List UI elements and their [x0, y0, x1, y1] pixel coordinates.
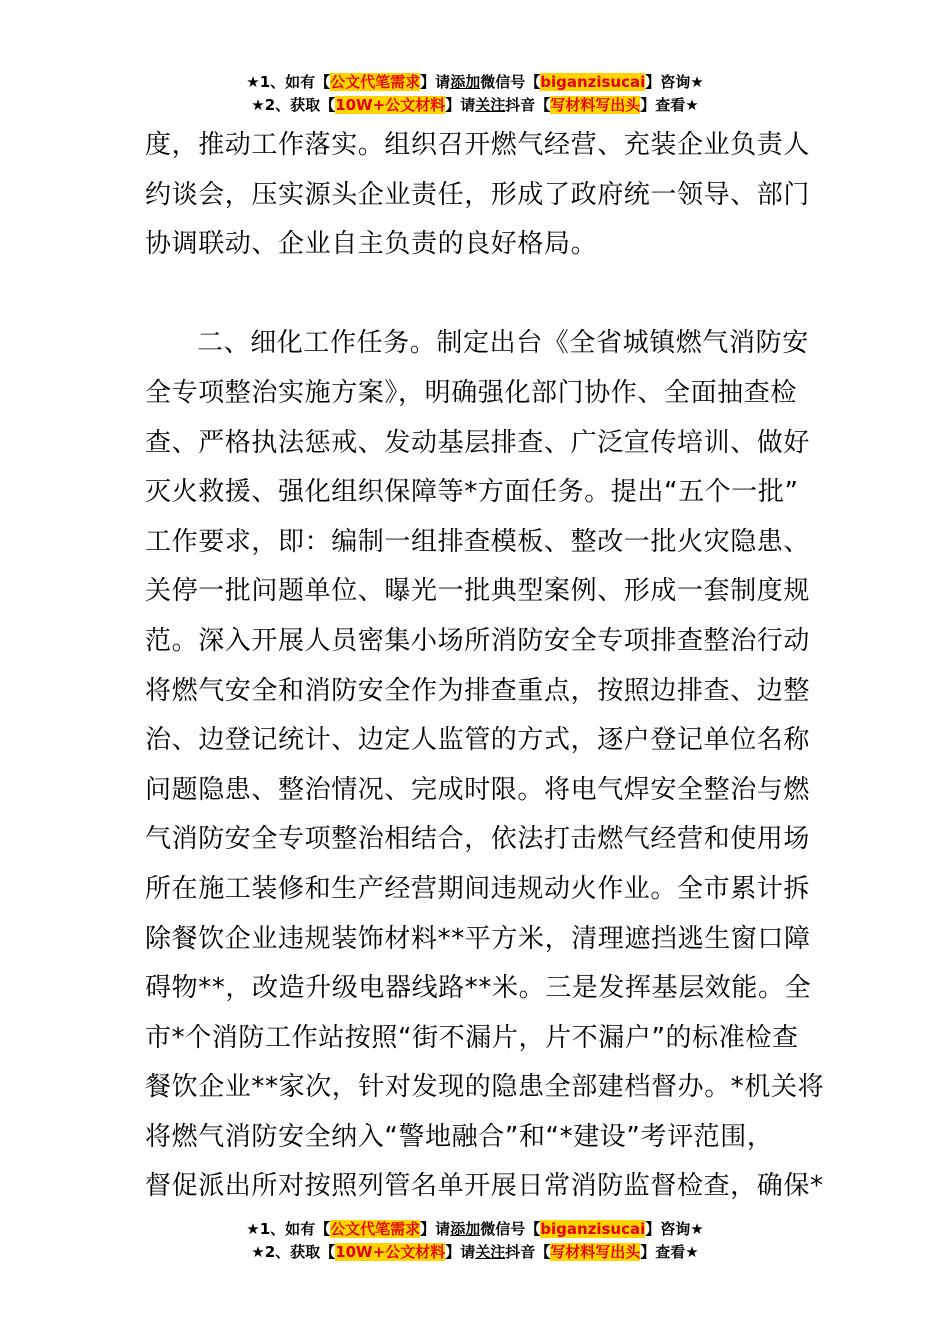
banner-highlight: biganzisucai — [540, 73, 646, 91]
banner-text: 】查看★ — [640, 96, 699, 114]
text-line: 餐饮企业**家次，针对发现的隐患全部建档督办。*机关将 — [145, 1072, 825, 1103]
text-line: 除餐饮企业违规装饰材料**平方米，清理遮挡逃生窗口障 — [145, 923, 811, 954]
text-line: 气消防安全专项整治相结合，依法打击燃气经营和使用场 — [145, 824, 811, 855]
banner-highlight: 10W+公文材料 — [335, 1243, 446, 1261]
text-line: 问题隐患、整治情况、完成时限。将电气焊安全整治与燃 — [145, 774, 811, 805]
text-line: 所在施工装修和生产经营期间违规动火作业。全市累计拆 — [145, 873, 811, 904]
banner-text: 】请 — [420, 73, 451, 91]
banner-line-1 — [0, 71, 950, 94]
banner-line-2 — [0, 94, 950, 117]
banner-text: 】请 — [420, 1220, 451, 1238]
text-line: 督促派出所对按照列管名单开展日常消防监督检查，确保* — [145, 1171, 824, 1202]
text-line: 查、严格执法惩戒、发动基层排查、广泛宣传培训、做好 — [145, 427, 811, 458]
banner-highlight: biganzisucai — [540, 1220, 646, 1238]
text-line: 全专项整治实施方案》，明确强化部门协作、全面抽查检 — [145, 377, 798, 408]
banner-text: 】查看★ — [640, 1243, 699, 1261]
header-banner — [0, 71, 950, 117]
banner-highlight: 公文代笔需求 — [330, 1220, 421, 1238]
text-line: 将燃气安全和消防安全作为排查重点，按照边排查、边整 — [145, 675, 811, 706]
banner-text: 】咨询★ — [645, 73, 704, 91]
text-line: 关停一批问题单位、曝光一批典型案例、形成一套制度规 — [145, 576, 811, 607]
banner-text: 微信号【 — [480, 1220, 541, 1238]
paragraph-1 — [145, 121, 810, 270]
text-line: 市*个消防工作站按照“街不漏片，片不漏户”的标准检查 — [145, 1022, 799, 1053]
banner-text: ★2、获取【 — [251, 1243, 336, 1261]
text-line: 碍物**，改造升级电器线路**米。三是发挥基层效能。全 — [145, 973, 812, 1004]
banner-text: ★2、获取【 — [251, 96, 336, 114]
banner-line-2 — [0, 1241, 950, 1264]
text-line: 范。深入开展人员密集小场所消防安全专项排查整治行动 — [145, 625, 811, 656]
banner-text: ★1、如有【 — [246, 1220, 331, 1238]
text-line: 工作要求，即：编制一组排查模板、整改一批火灾隐患、 — [145, 526, 811, 557]
banner-underlined-text: 关注 — [475, 96, 506, 114]
banner-text: 微信号【 — [480, 73, 541, 91]
footer-banner — [0, 1218, 950, 1264]
banner-line-1 — [0, 1218, 950, 1241]
banner-underlined-text: 关注 — [475, 1243, 506, 1261]
text-line: 协调联动、企业自主负责的良好格局。 — [145, 229, 598, 260]
document-body — [145, 121, 825, 1212]
banner-text: 】咨询★ — [645, 1220, 704, 1238]
banner-highlight: 公文代笔需求 — [330, 73, 421, 91]
banner-highlight: 写材料写出头 — [550, 96, 641, 114]
banner-text: 】请 — [445, 1243, 476, 1261]
text-line: 将燃气消防安全纳入“警地融合”和“*建设”考评范围， — [145, 1121, 774, 1152]
paragraph-spacer — [145, 270, 810, 320]
banner-underlined-text: 添加 — [450, 73, 481, 91]
banner-highlight: 10W+公文材料 — [335, 96, 446, 114]
text-line: 治、边登记统计、边定人监管的方式，逐户登记单位名称 — [145, 725, 811, 756]
banner-text: ★1、如有【 — [246, 73, 331, 91]
text-line: 约谈会，压实源头企业责任，形成了政府统一领导、部门 — [145, 179, 811, 210]
banner-text: 抖音【 — [505, 96, 551, 114]
text-line: 二、细化工作任务。制定出台《全省城镇燃气消防安 — [197, 328, 809, 359]
banner-text: 抖音【 — [505, 1243, 551, 1261]
banner-text: 】请 — [445, 96, 476, 114]
paragraph-2 — [145, 319, 825, 1212]
banner-underlined-text: 添加 — [450, 1220, 481, 1238]
banner-highlight: 写材料写出头 — [550, 1243, 641, 1261]
text-line: 度，推动工作落实。组织召开燃气经营、充装企业负责人 — [145, 130, 811, 160]
text-line: 灭火救援、强化组织保障等*方面任务。提出“五个一批” — [145, 477, 799, 508]
